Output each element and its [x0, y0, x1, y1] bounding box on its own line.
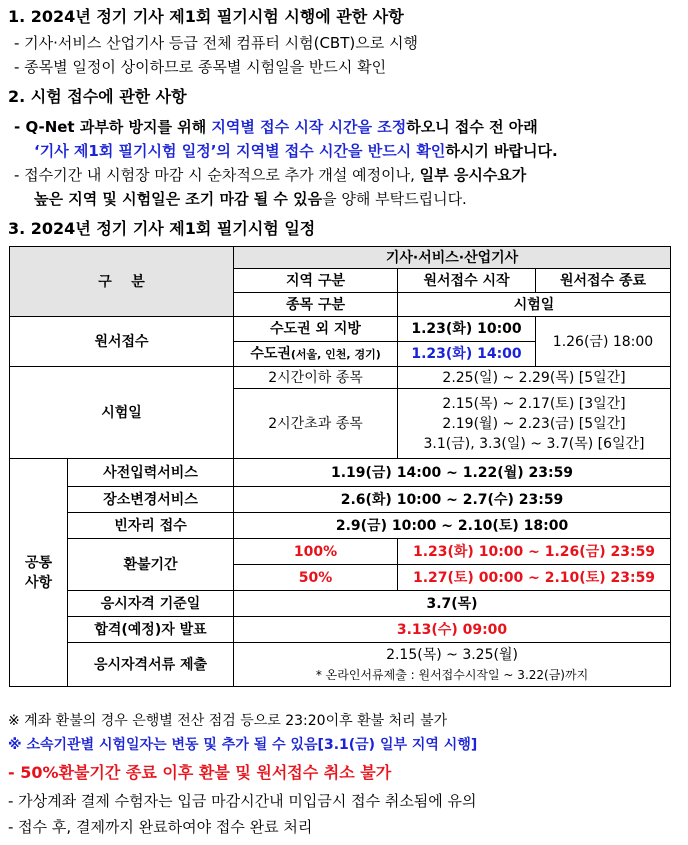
note-exam-change: ※ 소속기관별 시험일자는 변동 및 추가 될 수 있음[3.1(금) 일부 지역 시행]: [8, 737, 478, 753]
vacancy-label: 빈자리 접수: [68, 513, 234, 539]
subject-long-date3: 3.1(금), 3.3(일) ~ 3.7(목) [6일간]: [423, 435, 645, 452]
refund-100-date: 1.23(화) 10:00 ~ 1.26(금) 23:59: [398, 539, 671, 565]
s2-b1-text: - Q-Net 과부하 방지를 위해: [14, 118, 212, 136]
exam-label: 시험일: [10, 367, 234, 459]
exam-day-header: 시험일: [398, 293, 671, 317]
category-header: 구 분: [10, 247, 234, 317]
pass-label: 합격(예정)자 발표: [68, 617, 234, 643]
section1-bullet2: - 종목별 일정이 상이하므로 종목별 시험일을 반드시 확인: [14, 58, 387, 76]
section2-bullet2-cont: [34, 188, 467, 210]
s2-b1-text2: 하오니 접수 전 아래: [406, 118, 538, 136]
subject-long: 2시간초과 종목: [234, 389, 398, 459]
schedule-table: [9, 246, 671, 687]
apply-end-header: 원서접수 종료: [536, 269, 671, 293]
section3-title: 3. 2024년 정기 기사 제1회 필기시험 일정: [8, 219, 316, 238]
subject-header: 종목 구분: [234, 293, 398, 317]
region-other-start: 1.23(화) 10:00: [398, 317, 536, 342]
docs-cell: [234, 643, 671, 687]
subject-long-date1: 2.15(목) ~ 2.17(토) [3일간]: [442, 395, 626, 412]
section2-bullet1-cont: [34, 140, 558, 162]
place-change-date: 2.6(화) 10:00 ~ 2.7(수) 23:59: [234, 487, 671, 513]
s2-b1-highlight: 지역별 접수 시작 시간을 조정: [211, 118, 407, 136]
s2-b1-text3: 하시기 바랍니다.: [445, 142, 558, 160]
apply-start-header: 원서접수 시작: [398, 269, 536, 293]
subject-short: 2시간이하 종목: [234, 367, 398, 389]
subject-short-date: 2.25(일) ~ 2.29(목) [5일간]: [398, 367, 671, 389]
apply-label: 원서접수: [10, 317, 234, 367]
s2-b1-highlight2: ‘기사 제1회 필기시험 일정’의 지역별 접수 시간을 반드시 확인: [34, 142, 446, 160]
region-capital: [234, 342, 398, 367]
vacancy-date: 2.9(금) 10:00 ~ 2.10(토) 18:00: [234, 513, 671, 539]
docs-note: * 온라인서류제출 : 원서접수시작일 ~ 3.22(금)까지: [315, 667, 589, 682]
common-label: 공통 사항: [10, 459, 68, 687]
place-change-label: 장소변경서비스: [68, 487, 234, 513]
apply-end-time: 1.26(금) 18:00: [536, 317, 671, 367]
section1-title: 1. 2024년 정기 기사 제1회 필기시험 시행에 관한 사항: [8, 7, 404, 26]
s2-b2-text: - 접수기간 내 시험장 마감 시 순차적으로 추가 개설 예정이나,: [14, 166, 420, 184]
region-header: 지역 구분: [234, 269, 398, 293]
pre-input-date: 1.19(금) 14:00 ~ 1.22(월) 23:59: [234, 459, 671, 487]
qual-date-label: 응시자격 기준일: [68, 591, 234, 617]
s2-b2-text2: 을 양해 부탁드립니다.: [322, 190, 467, 208]
docs-label: 응시자격서류 제출: [68, 643, 234, 687]
pass-date: 3.13(수) 09:00: [234, 617, 671, 643]
section2-bullet2: [14, 164, 526, 186]
region-other: 수도권 외 지방: [234, 317, 398, 342]
refund-100-label: 100%: [234, 539, 398, 565]
section2-bullet1: [14, 116, 538, 138]
note-refund-time: ※ 계좌 환불의 경우 은행별 전산 점검 등으로 23:20이후 환불 처리 불가: [8, 713, 448, 729]
qual-date-value: 3.7(목): [234, 591, 671, 617]
refund-50-label: 50%: [234, 565, 398, 591]
note-payment-complete: - 접수 후, 결제까지 완료하여야 접수 완료 처리: [8, 818, 313, 836]
subject-long-dates: [398, 389, 671, 459]
note-refund-end: - 50%환불기간 종료 이후 환불 및 원서접수 취소 불가: [8, 763, 392, 782]
refund-label: 환불기간: [68, 539, 234, 591]
region-capital-sub: (서울, 인천, 경기): [290, 347, 381, 361]
docs-date: 2.15(목) ~ 3.25(월): [386, 646, 518, 663]
s2-b2-bold: 일부 응시수요가: [419, 166, 527, 184]
s2-b2-bold2: 높은 지역 및 시험일은 조기 마감 될 수 있음: [34, 190, 323, 208]
region-capital-main: 수도권: [250, 345, 291, 362]
grade-header: 기사·서비스·산업기사: [234, 247, 671, 269]
region-capital-start: 1.23(화) 14:00: [398, 342, 536, 367]
section2-title: 2. 시험 접수에 관한 사항: [8, 87, 187, 106]
refund-50-date: 1.27(토) 00:00 ~ 2.10(토) 23:59: [398, 565, 671, 591]
subject-long-date2: 2.19(월) ~ 2.23(금) [5일간]: [442, 415, 626, 432]
pre-input-label: 사전입력서비스: [68, 459, 234, 487]
section1-bullet1: - 기사·서비스 산업기사 등급 전체 컴퓨터 시험(CBT)으로 시행: [14, 34, 418, 52]
note-virtual-account: - 가상계좌 결제 수험자는 입금 마감시간내 미입금시 접수 취소됨에 유의: [8, 792, 477, 810]
